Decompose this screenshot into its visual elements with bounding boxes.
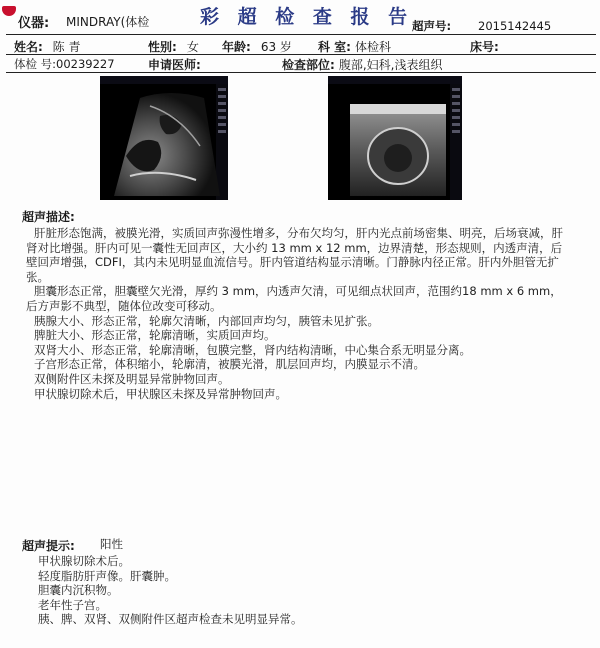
ultrasound-number-label: 超声号: <box>412 19 452 33</box>
description-gallbladder: 胆囊形态正常，胆囊壁欠光滑，厚约 3 mm，内透声欠清，可见细点状回声，范围约18 mm x 6 mm，后方声影不典型，随体位改变可移动。 <box>26 284 562 313</box>
tips-label: 超声提示: <box>22 539 75 553</box>
name-value: 陈 青 <box>52 40 81 54</box>
instrument-label: 仪器: <box>18 16 50 31</box>
patient-row-1 <box>14 38 80 55</box>
bed-label: 床号: <box>470 40 499 54</box>
description-liver: 肝脏形态饱满，被膜光滑，实质回声弥漫性增多，分布欠均匀，肝内光点前场密集、明亮，后场衰减，肝肾对比增强。肝内可见一囊性无回声区，大小约 13 mm x 12 mm，边界清楚，形态规则，内透声清，后壁回声增强，CDFI，其内未见明显血流信号。肝内管道结构显示清晰。门静脉内径正常。肝内外胆管无扩张。 <box>26 226 563 284</box>
tips-body <box>38 554 303 627</box>
dept-value: 体检科 <box>354 40 391 54</box>
report-title: 彩 超 检 查 报 告 <box>200 6 414 28</box>
description-thyroid: 甲状腺切除术后，甲状腺区未探及异常肿物回声。 <box>34 386 287 401</box>
description-kidneys: 双肾大小、形态正常，轮廓清晰，包膜完整，肾内结构清晰，中心集合系无明显分离。 <box>34 342 471 357</box>
age-value: 63 岁 <box>260 40 292 54</box>
hospital-logo-icon <box>2 6 16 16</box>
ultrasound-image-abdomen <box>100 76 228 200</box>
dept-label: 科 室: <box>318 40 351 54</box>
report-header <box>0 0 600 38</box>
tip-item: 胰、脾、双肾、双侧附件区超声检查未见明显异常。 <box>38 612 303 627</box>
name-label: 姓名: <box>14 40 43 54</box>
exam-id: 体检 号:00239227 <box>14 57 115 71</box>
ultrasound-number-value: 2015142445 <box>478 19 552 33</box>
description-pancreas: 胰腺大小、形态正常，轮廓欠清晰，内部回声均匀，胰管未见扩张。 <box>34 313 379 328</box>
sex-value: 女 <box>186 40 199 54</box>
tips-value: 阳性 <box>100 537 123 551</box>
sex-label: 性别: <box>148 40 177 54</box>
tip-item: 甲状腺切除术后。 <box>38 554 130 568</box>
description-label: 超声描述: <box>22 210 75 224</box>
ultrasound-image-thyroid <box>328 76 462 200</box>
tip-item: 轻度脂肪肝声像。肝囊肿。 <box>38 568 176 583</box>
description-uterus: 子宫形态正常，体积缩小，轮廓清，被膜光滑，肌层回声均，内膜显示不清。 <box>34 357 425 372</box>
tip-item: 胆囊内沉积物。 <box>38 583 119 598</box>
age-label: 年龄: <box>222 40 251 54</box>
site-label: 检查部位: <box>282 58 335 72</box>
instrument-value: MINDRAY(体检 <box>66 15 150 29</box>
description-spleen: 脾脏大小、形态正常，轮廓清晰，实质回声均。 <box>34 328 276 343</box>
header-divider <box>6 34 596 35</box>
patient-divider-1 <box>6 54 596 55</box>
doctor-label: 申请医师: <box>148 58 201 72</box>
description-adnexa: 双侧附件区未探及明显异常肿物回声。 <box>34 371 230 386</box>
site-value: 腹部,妇科,浅表组织 <box>338 58 443 72</box>
description-body <box>26 226 570 401</box>
tip-item: 老年性子宫。 <box>38 597 107 612</box>
patient-divider-2 <box>6 72 596 73</box>
